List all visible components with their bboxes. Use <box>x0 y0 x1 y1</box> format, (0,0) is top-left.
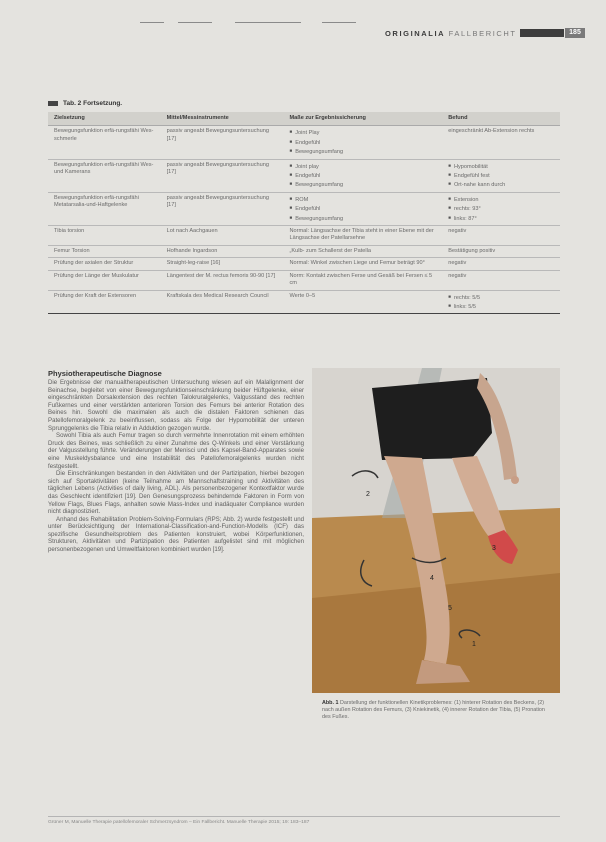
body-text <box>48 369 304 554</box>
table-cell-tool: Hofhande Ingardson <box>161 245 284 257</box>
table-cell-goal: Bewegungsfunktion erfä-rungsfähi Metatarsalia-und-Haftgelenke <box>48 192 161 225</box>
table-cell-tool: passiv angeabt Bewegungsuntersuchung [17] <box>161 159 284 192</box>
table-cell-measures: „Kulb- zum Schallerst der Patella <box>284 245 443 257</box>
header-title <box>385 29 517 38</box>
page-footer: Grüner M, Manuelle Therapie patellofemoraler Schmerzsyndrom – Ein Fallbericht. Manuelle Therapie 2015; 19: 183–187 <box>48 820 310 825</box>
table-row <box>48 192 560 225</box>
table-cell-measures <box>284 192 443 225</box>
header-bar <box>520 29 564 37</box>
body-paragraph: Sowohl Tibia als auch Femur tragen so durch vermehrte Innenrotation mit einem erhöhten Druck des Beines, was schließlich zu einer Zunahme des Q-Winkels und einer Verstärkung der Valgusstellung führte. Veränderungen der Menisci und des Kapsel-Band-Apparates sowie eine Muskeldysbalance und eine Instabilität des Patellofemoralgelenks wurden nicht festgestellt. <box>48 432 304 470</box>
measures-item: ■ Bewegungsumfang <box>290 147 437 156</box>
column-header: Zielsetzung <box>48 112 161 126</box>
measures-list <box>290 162 437 190</box>
figure-label: 2 <box>366 491 370 498</box>
table-cell-measures: Normal: Längsachse der Tibia steht in einer Ebene mit der Längsachse der Patellarsehne <box>284 226 443 246</box>
measures-item: ■ Joint play <box>290 162 437 171</box>
table-cell-measures: Werte 0–5 <box>284 290 443 314</box>
findings-table <box>48 112 560 314</box>
table-cell-result: negativ <box>442 258 560 270</box>
measures-item: ■ Endgefühl <box>290 204 437 213</box>
header-rule <box>140 22 164 23</box>
table-caption <box>48 100 122 107</box>
section-heading: Physiotherapeutische Diagnose <box>48 369 162 378</box>
caption-marker <box>48 101 58 106</box>
figure-illustration <box>312 368 560 693</box>
table-row <box>48 270 560 290</box>
column-header: Mittel/Messinstrumente <box>161 112 284 126</box>
figure-label: 4 <box>430 575 434 582</box>
header-rule <box>178 22 212 23</box>
table-row <box>48 126 560 159</box>
header-rule <box>235 22 301 23</box>
table-cell-measures: Normal: Winkel zwischen Liege und Femur beträgt 90° <box>284 258 443 270</box>
body-paragraph: Die Einschränkungen bestanden in den Aktivitäten und der Partizipation, hierbei bezogen sich auf Sportaktivitäten (keine Teilnahme am Mannschaftstraining und Aktivitäten des täglichen Lebens (Activities of daily living, ADL). Als personenbezogener Kontextfaktor wurde das Geschlecht identifiziert [19]. Den Genesungsprozess behindernde Faktoren in Form von Yellow Flags, Blues Flags, anhalten sowie Mass-Index und inadäquater Compliance wurden nicht diagnostiziert. <box>48 470 304 516</box>
figure-label: 3 <box>492 545 496 552</box>
table-cell-result: negativ <box>442 226 560 246</box>
result-item: ■ links: 87° <box>448 214 554 223</box>
measures-item: ■ Bewegungsumfang <box>290 180 437 189</box>
column-header: Maße zur Ergebnissicherung <box>284 112 443 126</box>
result-list <box>448 195 554 223</box>
figure-photo <box>312 368 560 693</box>
table-cell-result: negativ <box>442 270 560 290</box>
table-header-row <box>48 112 560 126</box>
figure-caption-text: Darstellung der funktionellen Kinetikproblemes: (1) hinterer Rotation des Beckens, (2) nach außen Rotation des Femurs, (3) Kniekinetik, (4) innerer Rotation der Tibia, (5) Pronation des Fußes. <box>322 700 545 720</box>
result-list <box>448 293 554 312</box>
table-cell-result <box>442 192 560 225</box>
figure-label: 5 <box>448 605 452 612</box>
figure-label: 1 <box>472 641 476 648</box>
figure-caption <box>322 700 554 721</box>
table-row <box>48 258 560 270</box>
table-cell-measures: Norm: Kontakt zwischen Ferse und Gesäß bei Fersen ≤ 5 cm <box>284 270 443 290</box>
table-cell-tool: passiv angeabt Bewegungsuntersuchung [17] <box>161 126 284 159</box>
page-number: 185 <box>565 28 585 38</box>
measures-item: ■ Endgefühl <box>290 138 437 147</box>
header-subsection: FALLBERICHT <box>448 29 517 38</box>
measures-item: ■ Endgefühl <box>290 171 437 180</box>
table-cell-measures <box>284 159 443 192</box>
column-header: Befund <box>442 112 560 126</box>
table-cell-goal: Prüfung der axialen der Struktur <box>48 258 161 270</box>
table-cell-result <box>442 290 560 314</box>
figure-caption-label: Abb. 1 <box>322 700 339 706</box>
result-item: ■ Ort-nahe kann durch <box>448 180 554 189</box>
result-item: ■ rechts: 93° <box>448 204 554 213</box>
table-row <box>48 290 560 314</box>
result-item: ■ rechts: 5/5 <box>448 293 554 302</box>
header-section: ORIGINALIA <box>385 29 445 38</box>
measures-list <box>290 195 437 223</box>
table-body <box>48 126 560 314</box>
table-cell-goal: Tibia torsion <box>48 226 161 246</box>
table-cell-goal: Femur Torsion <box>48 245 161 257</box>
table-cell-tool: Lot nach Aachgauen <box>161 226 284 246</box>
measures-item: ■ Joint Play <box>290 128 437 137</box>
footer-rule <box>48 816 560 817</box>
table-cell-goal: Bewegungsfunktion erfä-rungsfähi Wes-schmerle <box>48 126 161 159</box>
result-item: ■ Extension <box>448 195 554 204</box>
table-cell-tool: Längentest der M. rectus femoris 90-90 [17] <box>161 270 284 290</box>
measures-item: ■ Bewegungsumfang <box>290 214 437 223</box>
body-paragraph: Anhand des Rehabilitation Problem-Solving-Formulars (RPS; Abb. 2) wurde festgestellt und unter Berücksichtigung der International-Classification-and-Function-Modells (ICF) das spezifische Gesundheitsproblem des Patienten konstruiert, wobei Körperfunktionen, Strukturen, Aktivitäten und Partizipation des Patienten aufgelistet sind mit möglichen personenbezogenen und Umweltfaktoren kombiniert wurden [19]. <box>48 515 304 554</box>
table-row <box>48 159 560 192</box>
table-cell-tool: Straight-leg-raise [16] <box>161 258 284 270</box>
result-item: ■ links: 5/5 <box>448 302 554 311</box>
table-cell-goal: Bewegungsfunktion erfä-rungsfähi Wes- und Kamerans <box>48 159 161 192</box>
table-cell-goal: Prüfung der Kraft der Extensoren <box>48 290 161 314</box>
result-list <box>448 162 554 190</box>
header-rule <box>322 22 356 23</box>
measures-list <box>290 128 437 156</box>
table-row <box>48 245 560 257</box>
table-row <box>48 226 560 246</box>
body-paragraph: Die Ergebnisse der manualtherapeutischen Untersuchung wiesen auf ein Malalignment der Beinachse, begleitet von einer Bewegungsfunktionseinschränkung beider Hüftgelenke, einer eingeschränkten Dorsalextension des rechten Talokruralgelenks, Valgusstand des rechten Fußkernes und einer verstärkten anterioren Torsion des Femurs bei anterior Rotation des Beines hin. Sowohl die maximalen als auch die distalen Faktoren schienen das Patellofemoralgelenk zu beeinflussen, sodass als Folge der Hypomobilität der unteren Sprunggelenks die Tibia relativ in Adduktion gezogen wurde. <box>48 379 304 432</box>
table-cell-tool: passiv angeabt Bewegungsuntersuchung [17] <box>161 192 284 225</box>
measures-item: ■ ROM <box>290 195 437 204</box>
result-item: ■ Hypomobilität <box>448 162 554 171</box>
table-cell-result: eingeschränkt Ab-Extension rechts <box>442 126 560 159</box>
table-cell-result: Bestätigung positiv <box>442 245 560 257</box>
table-caption-text: Tab. 2 Fortsetzung. <box>63 100 123 107</box>
result-item: ■ Endgefühl fest <box>448 171 554 180</box>
table-cell-tool: Kraftskala des Medical Research Council <box>161 290 284 314</box>
table-cell-measures <box>284 126 443 159</box>
table-cell-goal: Prüfung der Länge der Muskulatur <box>48 270 161 290</box>
table-cell-result <box>442 159 560 192</box>
